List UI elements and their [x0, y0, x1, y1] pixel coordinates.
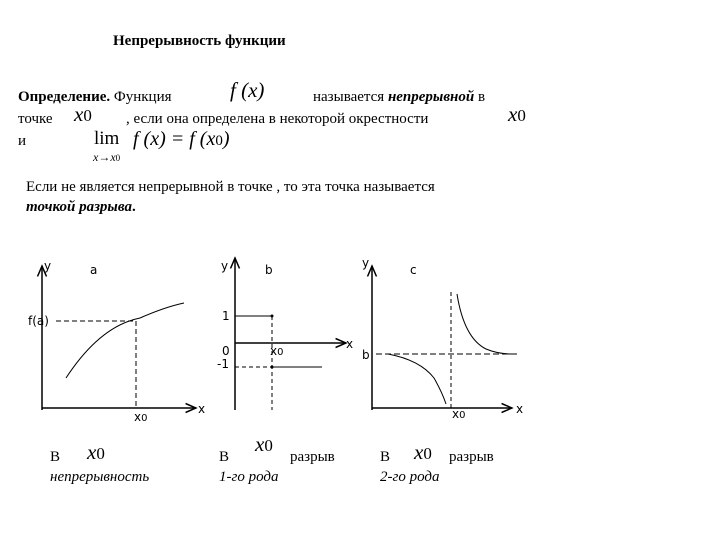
- discontinuity-note-line-2: точкой разрыва.: [26, 199, 136, 215]
- graph-c-x-label: x: [516, 402, 524, 416]
- definition-line-3-start: и: [18, 133, 27, 149]
- graph-a-letter: a: [90, 263, 98, 277]
- graph-c-x0-label: x0: [452, 407, 466, 421]
- lim-subscript: x→x0: [93, 150, 121, 164]
- caption-a-prefix: В: [50, 449, 61, 465]
- graph-c-right-branch: [457, 294, 512, 354]
- graph-b-y-label: y: [221, 259, 229, 273]
- graph-b-letter: b: [265, 263, 273, 277]
- caption-c-word: разрыв: [449, 449, 494, 465]
- definition-label: Определение.: [18, 89, 111, 105]
- graph-b-minus-one-label: -1: [217, 357, 229, 371]
- caption-c-line-2: 2-го рода: [380, 469, 440, 485]
- graph-a-curve: [66, 303, 184, 378]
- graph-a-x-label: x: [198, 402, 206, 416]
- graph-c-letter: c: [410, 263, 417, 277]
- discontinuity-note-line-1: Если не является непрерывной в точке , то эта точка называется: [26, 179, 435, 195]
- caption-b-prefix: В: [219, 449, 230, 465]
- definition-text-3: в: [477, 89, 486, 105]
- graph-c: [372, 266, 520, 410]
- graph-b-x-label: x: [346, 337, 354, 351]
- caption-b-line-2: 1-го рода: [219, 469, 279, 485]
- point-x0-b: x0: [508, 102, 526, 126]
- graph-b: [235, 258, 346, 410]
- caption-b-x0: x0: [255, 432, 273, 456]
- graph-b-one-label: 1: [222, 309, 230, 323]
- definition-text-2: называется: [313, 89, 385, 105]
- graph-b-x0-label: x0: [270, 344, 284, 358]
- caption-b-word: разрыв: [290, 449, 335, 465]
- graph-a-x0-label: x0: [134, 410, 148, 424]
- graph-b-zero-label: 0: [222, 344, 230, 358]
- definition-term: непрерывной: [387, 89, 475, 105]
- caption-a-line-2: непрерывность: [50, 469, 150, 485]
- graph-c-left-branch: [388, 354, 446, 404]
- graph-c-b-label: b: [362, 348, 370, 362]
- page-title: Непрерывность функции: [113, 33, 286, 49]
- function-fx: f (x): [230, 78, 265, 102]
- caption-c-prefix: В: [380, 449, 391, 465]
- caption-c-x0: x0: [414, 440, 432, 464]
- graph-a: [42, 266, 196, 410]
- graph-a-y-label: y: [44, 259, 52, 273]
- graph-a-fa-label: f(a): [28, 314, 49, 328]
- lim-equation: f (x) = f (x0): [133, 128, 230, 150]
- discontinuity-term: точкой разрыва: [26, 199, 132, 215]
- definition-line-2-start: точке: [18, 111, 53, 127]
- caption-a-x0: x0: [87, 440, 105, 464]
- graph-c-y-label: y: [362, 256, 370, 270]
- lim-word: lim: [94, 128, 120, 149]
- point-x0-a: x0: [74, 102, 92, 126]
- definition-line-2-rest: , если она определена в некоторой окрестности: [126, 111, 429, 127]
- definition-text-1: Функция: [110, 89, 172, 105]
